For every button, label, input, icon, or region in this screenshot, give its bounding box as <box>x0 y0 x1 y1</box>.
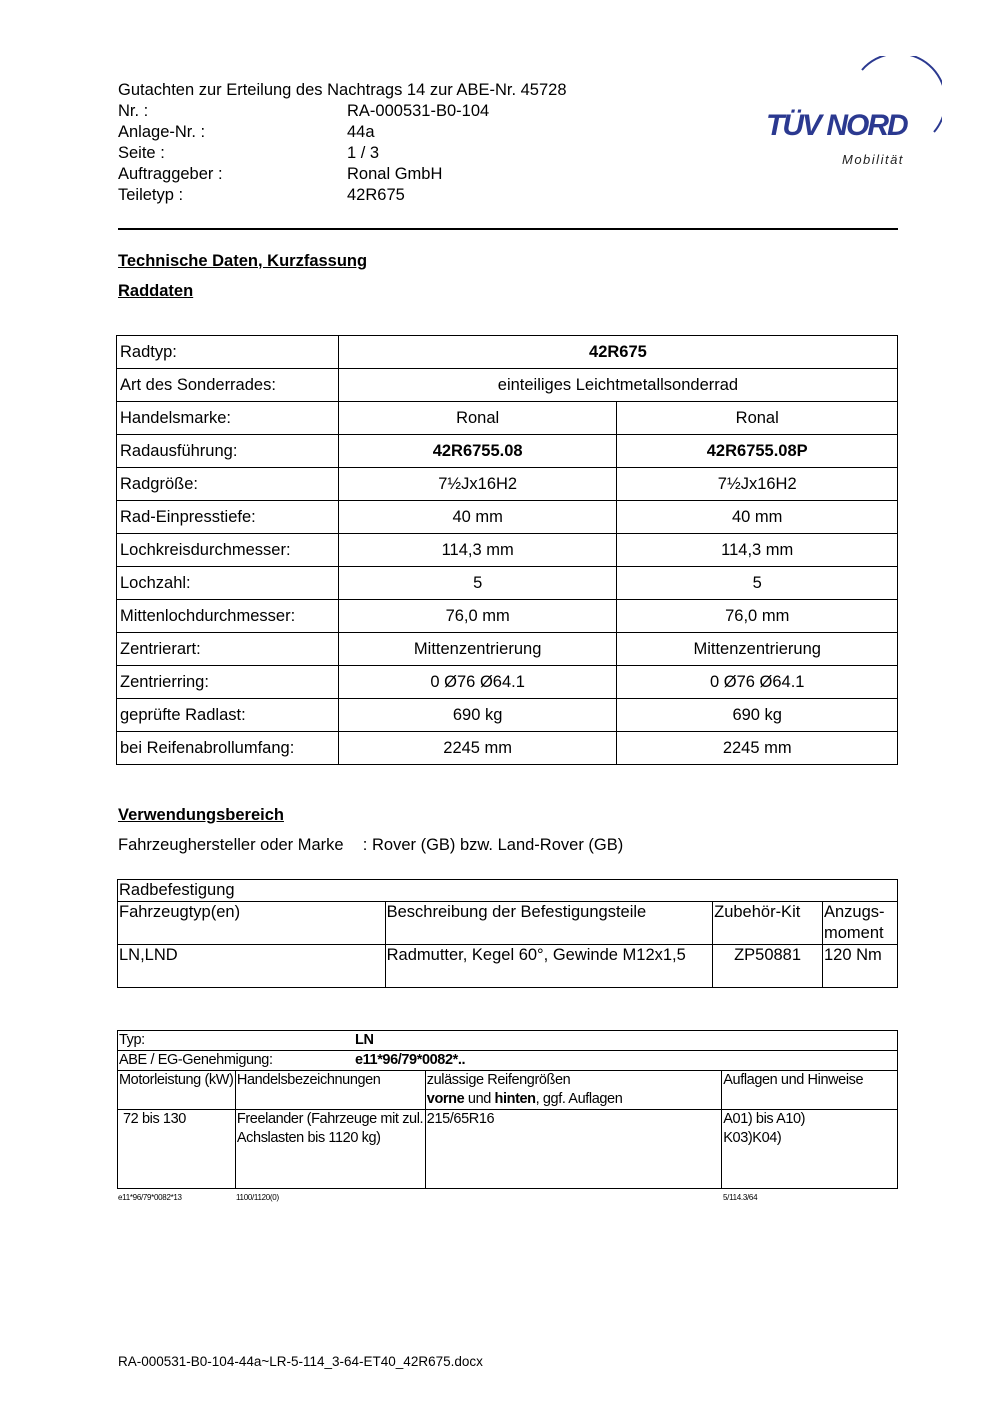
cell-value: 5 <box>338 567 617 600</box>
cell-value: 42R675 <box>338 336 897 369</box>
cell-value: 690 kg <box>617 699 898 732</box>
cell-value: einteiliges Leichtmetallsonderrad <box>338 369 897 402</box>
table-row <box>117 336 898 369</box>
tires-header-front: vorne <box>426 1091 465 1107</box>
cell-value: 40 mm <box>617 501 898 534</box>
section-title-usage: Verwendungsbereich <box>118 806 284 824</box>
report-title: Gutachten zur Erteilung des Nachtrags 14 zur ABE-Nr. 45728 <box>118 81 567 99</box>
row-label: Lochkreisdurchmesser: <box>117 534 339 567</box>
table-cell: ZP50881 <box>713 945 823 988</box>
mounting-table <box>117 879 898 988</box>
table-cell: Radmutter, Kegel 60°, Gewinde M12x1,5 <box>385 945 712 988</box>
logo-sub: Mobilität <box>842 152 904 167</box>
cell-value: 7½Jx16H2 <box>338 468 617 501</box>
table-header-row <box>118 902 898 945</box>
header-label: Anlage-Nr. : <box>118 123 206 141</box>
cell-value: 5 <box>617 567 898 600</box>
cell-value: 690 kg <box>338 699 617 732</box>
column-header: Beschreibung der Befestigungsteile <box>385 902 712 945</box>
cell-value: 42R6755.08P <box>617 435 898 468</box>
header-value: RA-000531-B0-104 <box>347 102 490 120</box>
table-row <box>117 732 898 765</box>
header-value: 1 / 3 <box>347 144 380 162</box>
table-row <box>117 468 898 501</box>
header-row-seite <box>118 143 379 164</box>
tires-header-und: und <box>464 1091 495 1107</box>
cell-value: Ronal <box>617 402 898 435</box>
row-label: geprüfte Radlast: <box>117 699 339 732</box>
cell-value: Ronal <box>338 402 617 435</box>
row-label: Radtyp: <box>117 336 339 369</box>
column-header: Fahrzeugtyp(en) <box>118 902 386 945</box>
manufacturer-value: Rover (GB) bzw. Land-Rover (GB) <box>371 836 624 854</box>
table-row <box>117 501 898 534</box>
row-label: Handelsmarke: <box>117 402 339 435</box>
document-filename: RA-000531-B0-104-44a~LR-5-114_3-64-ET40_42R675.docx <box>118 1354 483 1369</box>
table-row <box>117 699 898 732</box>
header-value: Ronal GmbH <box>347 165 443 183</box>
header-divider <box>118 228 898 230</box>
cell-value: 40 mm <box>338 501 617 534</box>
table-row <box>117 402 898 435</box>
manufacturer-label: Fahrzeughersteller oder Marke <box>118 836 344 854</box>
cell-value: 2245 mm <box>338 732 617 765</box>
column-header: Anzugs-moment <box>823 902 898 945</box>
tires-header-rear: hinten <box>494 1091 536 1107</box>
row-label: Radgröße: <box>117 468 339 501</box>
table-row <box>117 534 898 567</box>
table-cell <box>722 1110 898 1189</box>
type-label: Typ: <box>119 1032 145 1048</box>
tuv-nord-logo <box>762 56 942 181</box>
header-row-nr <box>118 101 489 122</box>
header-label: Seite : <box>118 144 165 162</box>
vehicle-table <box>117 1030 898 1189</box>
cell-value: Mittenzentrierung <box>338 633 617 666</box>
cell-value: 0 Ø76 Ø64.1 <box>617 666 898 699</box>
table-header-row <box>118 1071 898 1110</box>
manufacturer-sep: : <box>362 836 368 854</box>
header-value: 44a <box>347 123 375 141</box>
table-footnote: 1100/1120(0) <box>236 1193 279 1202</box>
cell-value: 7½Jx16H2 <box>617 468 898 501</box>
header-row-teiletyp <box>118 185 405 206</box>
row-label: Zentrierart: <box>117 633 339 666</box>
table-cell: 215/65R16 <box>425 1110 721 1189</box>
row-label: Radausführung: <box>117 435 339 468</box>
cell-value: 76,0 mm <box>617 600 898 633</box>
header-row-auftraggeber <box>118 164 442 185</box>
table-row <box>118 1110 898 1189</box>
row-label: Zentrierring: <box>117 666 339 699</box>
row-label: Lochzahl: <box>117 567 339 600</box>
row-label: Mittenlochdurchmesser: <box>117 600 339 633</box>
header-row-anlage <box>118 122 375 143</box>
logo-arc-icon <box>762 56 942 176</box>
section-title-raddaten: Raddaten <box>118 282 194 300</box>
table-row <box>117 633 898 666</box>
row-label: Rad-Einpresstiefe: <box>117 501 339 534</box>
mounting-title: Radbefestigung <box>118 880 898 902</box>
table-row <box>118 880 898 902</box>
header-label: Nr. : <box>118 102 149 120</box>
logo-brand: TÜV NORD <box>766 109 907 142</box>
table-row <box>117 567 898 600</box>
row-label: bei Reifenabrollumfang: <box>117 732 339 765</box>
type-row <box>118 1031 898 1051</box>
header-label: Auftraggeber : <box>118 165 223 183</box>
manufacturer-line <box>118 836 623 855</box>
table-row <box>117 600 898 633</box>
abe-label: ABE / EG-Genehmigung: <box>119 1052 273 1068</box>
tires-header-line1: zulässige Reifengrößen <box>426 1072 571 1088</box>
tires-header-rest: , ggf. Auflagen <box>535 1091 623 1107</box>
type-value: LN <box>355 1032 374 1048</box>
abe-value: e11*96/79*0082*.. <box>355 1052 466 1068</box>
column-header: Handelsbezeichnungen <box>235 1071 425 1110</box>
cell-value: 0 Ø76 Ø64.1 <box>338 666 617 699</box>
table-row <box>117 435 898 468</box>
table-row <box>118 945 898 988</box>
cell-value: 76,0 mm <box>338 600 617 633</box>
table-cell: 72 bis 130 <box>118 1110 236 1189</box>
column-header: Zubehör-Kit <box>713 902 823 945</box>
cell-value: 114,3 mm <box>617 534 898 567</box>
cell-value: Mittenzentrierung <box>617 633 898 666</box>
table-cell: Freelander (Fahrzeuge mit zul. Achslasten bis 1120 kg) <box>235 1110 425 1189</box>
table-cell: 120 Nm <box>823 945 898 988</box>
table-row <box>118 1051 898 1071</box>
abe-row <box>118 1051 898 1071</box>
header-label: Teiletyp : <box>118 186 184 204</box>
column-header: Auflagen und Hinweise <box>722 1071 898 1110</box>
header-value: 42R675 <box>347 186 405 204</box>
column-header: Motorleistung (kW) <box>118 1071 236 1110</box>
cell-value: 114,3 mm <box>338 534 617 567</box>
cell-value: 2245 mm <box>617 732 898 765</box>
column-header <box>425 1071 721 1110</box>
section-title-tech: Technische Daten, Kurzfassung <box>118 252 368 270</box>
notes-line1: A01) bis A10) <box>723 1111 806 1127</box>
table-row <box>117 369 898 402</box>
cell-value: 42R6755.08 <box>338 435 617 468</box>
table-footnote: e11*96/79*0082*13 <box>118 1193 182 1202</box>
table-row <box>117 666 898 699</box>
table-cell: LN,LND <box>118 945 386 988</box>
table-row <box>118 1031 898 1051</box>
notes-line2: K03)K04) <box>723 1130 782 1146</box>
table-footnote: 5/114.3/64 <box>723 1193 758 1202</box>
wheel-data-table <box>116 335 898 765</box>
row-label: Art des Sonderrades: <box>117 369 339 402</box>
